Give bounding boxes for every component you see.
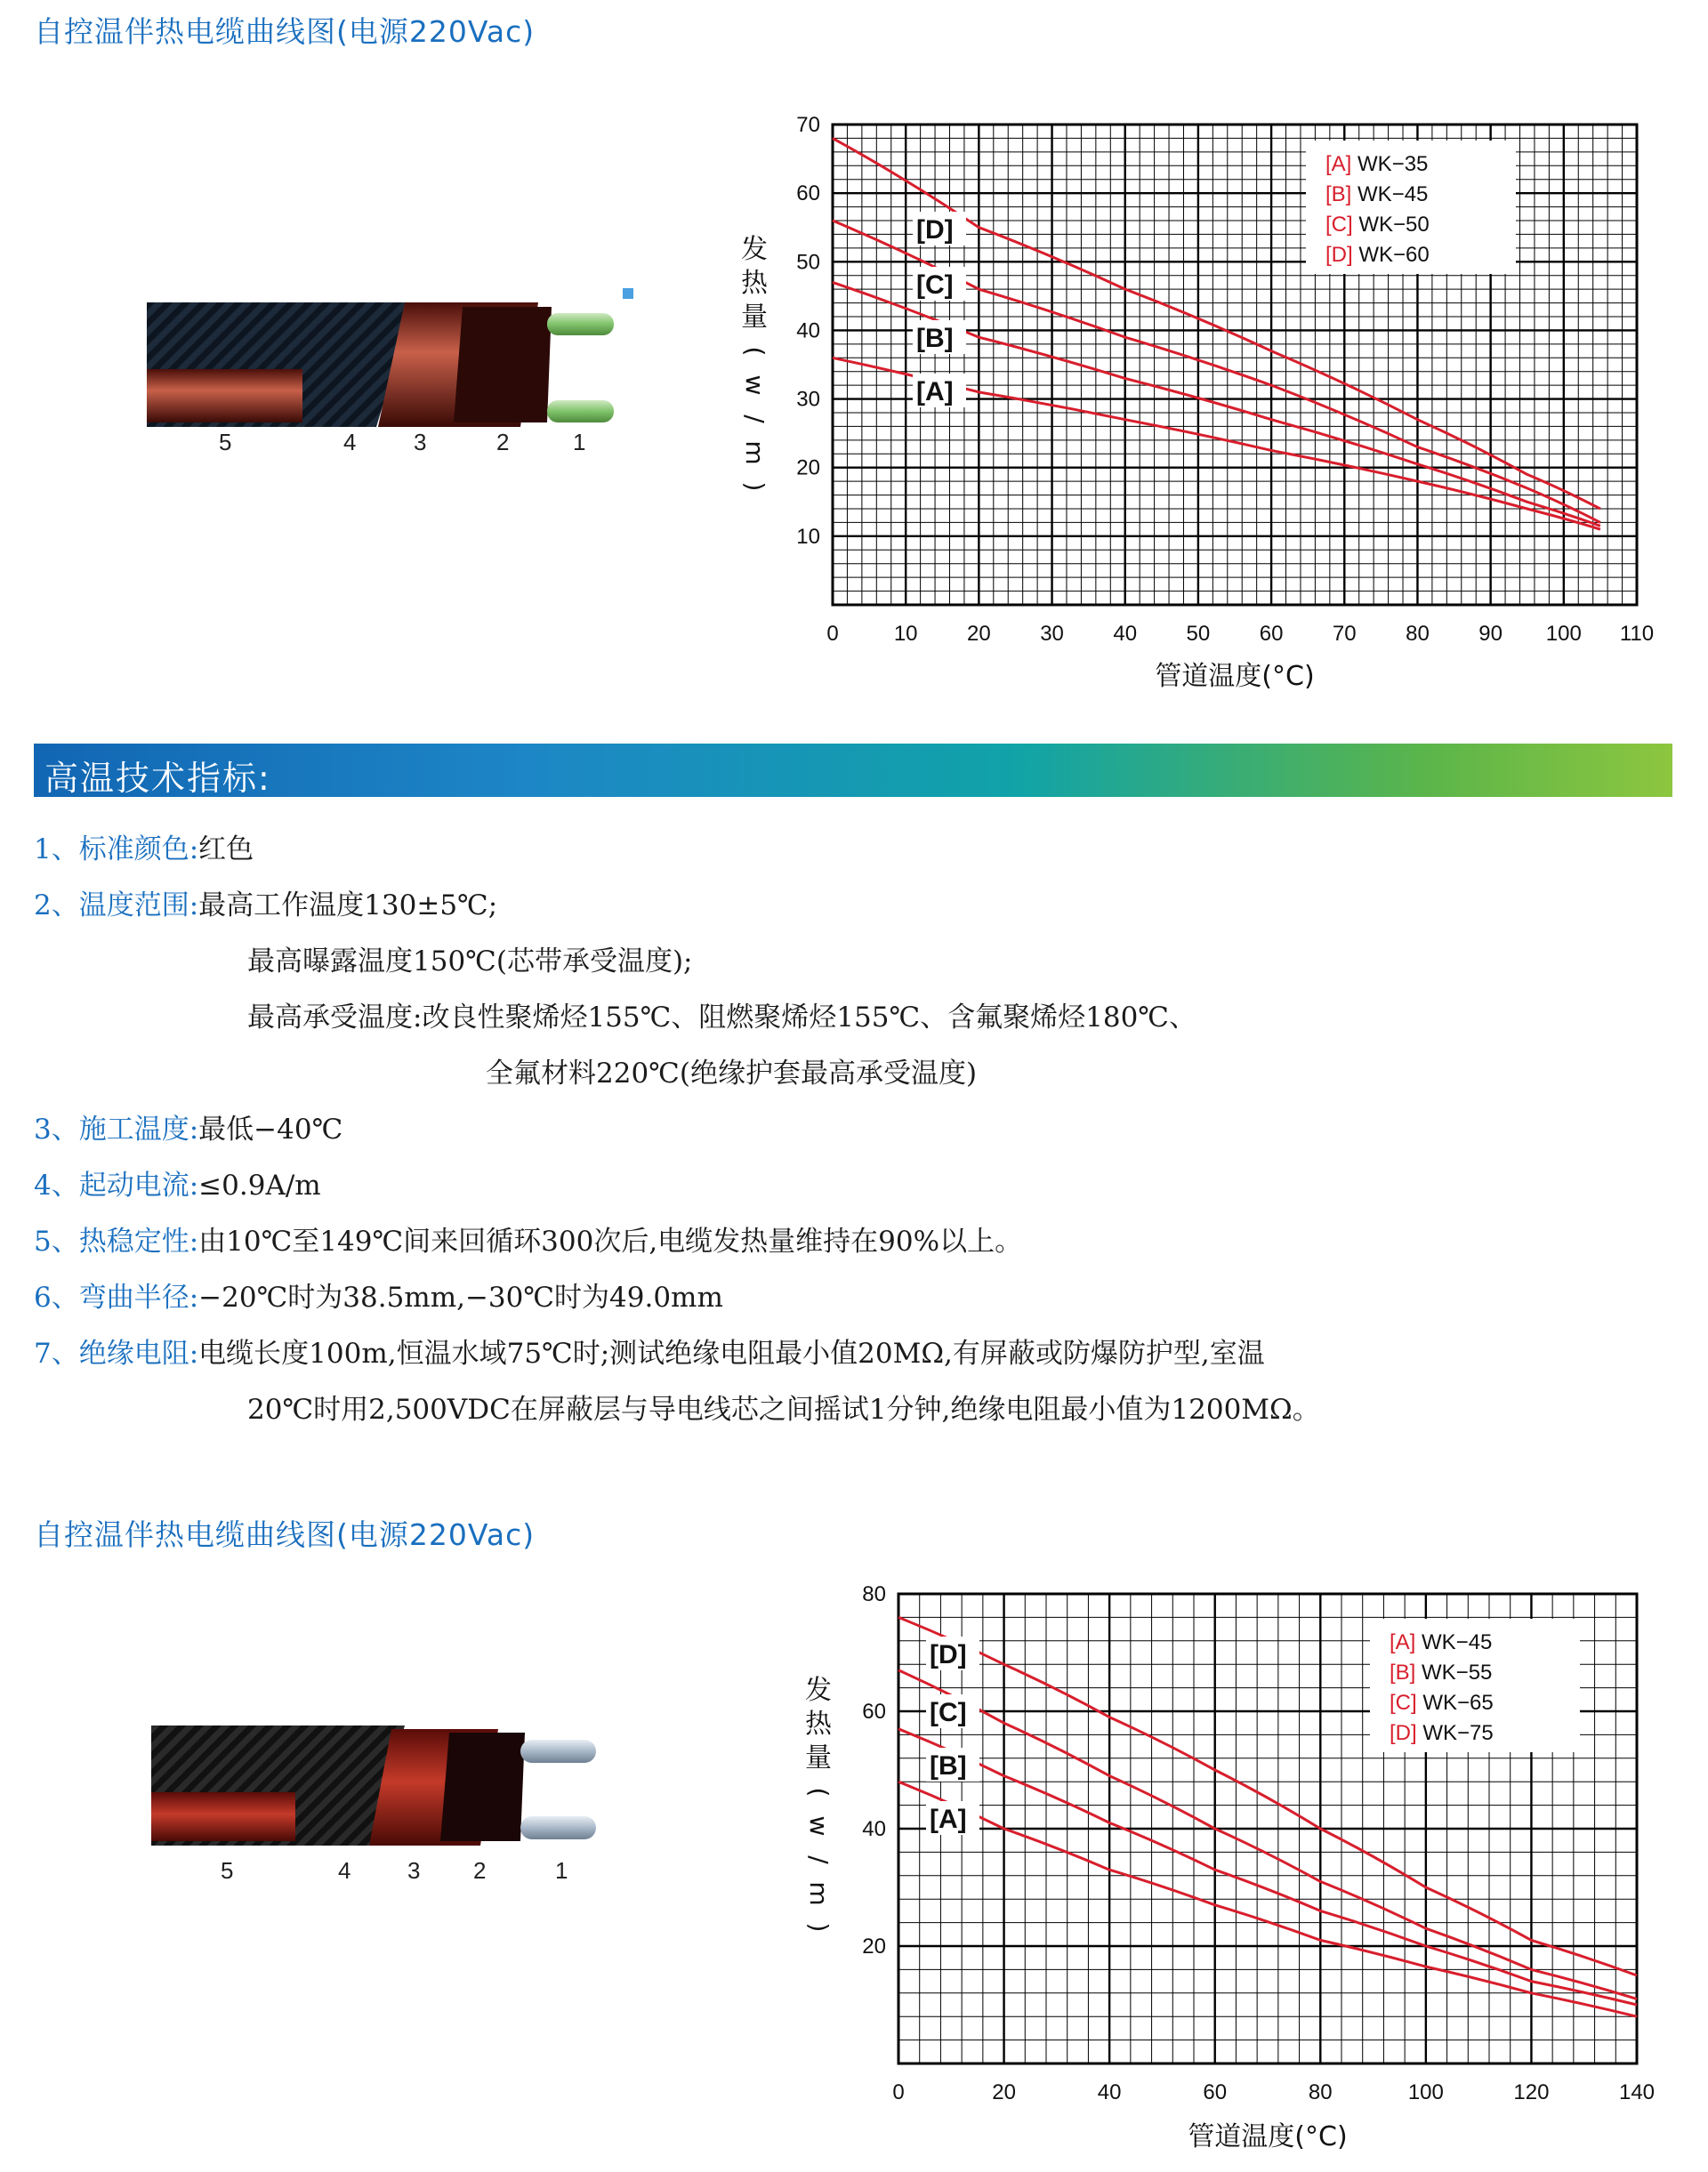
y-axis-label-char: 热 (805, 1709, 832, 1740)
legend-entry: [A] WK−35 (1325, 152, 1429, 176)
x-tick-label: 0 (892, 2080, 905, 2104)
legend-entry: [C] WK−50 (1325, 213, 1430, 237)
series-tag-label: [C] (930, 1698, 967, 1727)
section-title-2: 自控温伴热电缆曲线图(电源220Vac) (34, 1517, 536, 1552)
spec-text: 红色 (198, 833, 254, 865)
y-axis-label-char: ) (740, 481, 769, 492)
y-tick-label: 20 (862, 1935, 886, 1959)
spec-text: −20℃时为38.5mm,−30℃时为49.0mm (198, 1282, 723, 1314)
series-tag-label: [B] (916, 324, 954, 353)
series-tag-label: [D] (916, 215, 954, 245)
cable-label-4: 4 (343, 429, 357, 455)
spec-text: 由10℃至149℃间来回循环300次后,电缆发热量维持在90%以上。 (198, 1226, 1023, 1258)
x-tick-label: 110 (1619, 622, 1655, 646)
spec-label: 7、绝缘电阻: (34, 1338, 199, 1370)
spec-label: 1、标准颜色: (34, 833, 199, 865)
y-tick-label: 40 (862, 1817, 886, 1841)
legend-entry: [D] WK−75 (1390, 1721, 1494, 1745)
x-tick-label: 100 (1407, 2080, 1444, 2104)
y-axis-label-char: 发 (805, 1675, 832, 1706)
x-tick-label: 20 (967, 622, 991, 646)
spec-item-2-cont-2: 最高承受温度:改良性聚烯烃155℃、阻燃聚烯烃155℃、含氟聚烯烃180℃、 (247, 1002, 1196, 1034)
x-tick-label: 10 (893, 622, 918, 646)
section-title-1: 自控温伴热电缆曲线图(电源220Vac) (34, 14, 536, 49)
spec-text: 电缆长度100m,恒温水域75℃时;测试绝缘电阻最小值20MΩ,有屏蔽或防爆防护型,室温 (198, 1338, 1265, 1370)
y-axis-label-char: ( (740, 346, 769, 357)
x-tick-label: 40 (1097, 2080, 1122, 2104)
x-axis-label: 管道温度(°C) (1188, 2121, 1348, 2152)
legend-entry: [C] WK−65 (1390, 1691, 1494, 1715)
x-tick-label: 80 (1308, 2080, 1333, 2104)
series-tag-label: [B] (930, 1751, 967, 1781)
y-tick-label: 20 (796, 455, 820, 480)
spec-text: ≤0.9A/m (198, 1170, 321, 1202)
x-tick-label: 20 (992, 2080, 1016, 2104)
legend-entry: [D] WK−60 (1325, 243, 1430, 267)
series-tag-label: [C] (916, 270, 954, 300)
cable-label-5: 5 (219, 429, 232, 455)
cable-label-4: 4 (338, 1857, 351, 1884)
x-tick-label: 100 (1545, 622, 1582, 646)
y-axis-label-char: 量 (741, 302, 768, 333)
y-axis-label-char: ) (804, 1922, 834, 1933)
cable-label-2: 2 (473, 1857, 487, 1884)
x-tick-label: 80 (1406, 622, 1430, 646)
spec-header-title: 高温技术指标: (44, 759, 271, 798)
spec-label: 3、施工温度: (34, 1114, 199, 1146)
x-tick-label: 40 (1113, 622, 1138, 646)
y-tick-label: 80 (862, 1582, 886, 1606)
y-axis-label-char: m (804, 1881, 834, 1906)
y-tick-label: 60 (862, 1700, 886, 1724)
spec-label: 5、热稳定性: (34, 1226, 199, 1258)
y-axis-label-char: / (740, 414, 769, 423)
y-tick-label: 70 (796, 113, 820, 137)
y-axis-label-char: w (804, 1815, 834, 1837)
x-tick-label: 0 (826, 622, 839, 646)
spec-label: 4、起动电流: (34, 1170, 199, 1202)
x-tick-label: 30 (1040, 622, 1064, 646)
x-tick-label: 70 (1332, 622, 1357, 646)
series-tag-label: [D] (930, 1640, 967, 1669)
y-tick-label: 50 (796, 250, 820, 275)
plot-area (833, 125, 1637, 605)
x-tick-label: 60 (1259, 622, 1284, 646)
x-axis-label: 管道温度(°C) (1155, 661, 1315, 692)
y-axis-label-char: w (740, 374, 769, 396)
series-tag-label: [A] (930, 1805, 967, 1834)
legend-entry: [B] WK−45 (1325, 182, 1429, 206)
y-axis-label-char: / (804, 1855, 834, 1864)
x-tick-label: 120 (1513, 2080, 1550, 2104)
y-axis-label-char: m (740, 440, 769, 465)
spec-item-7-cont: 20℃时用2,500VDC在屏蔽层与导电线芯之间摇试1分钟,绝缘电阻最小值为1200MΩ。 (247, 1394, 1320, 1426)
cable-label-2: 2 (496, 429, 510, 455)
y-tick-label: 40 (796, 318, 820, 343)
y-tick-label: 10 (796, 524, 820, 549)
cable-label-3: 3 (414, 429, 427, 455)
x-tick-label: 90 (1478, 622, 1503, 646)
y-tick-label: 30 (796, 387, 820, 412)
legend-entry: [A] WK−45 (1390, 1630, 1493, 1654)
x-tick-label: 60 (1203, 2080, 1228, 2104)
cable-label-5: 5 (221, 1857, 234, 1884)
spec-text: 最高工作温度130±5℃; (198, 889, 498, 921)
y-axis-label-char: 发 (741, 234, 768, 265)
spec-item-2-cont-3: 全氟材料220℃(绝缘护套最高承受温度) (486, 1058, 978, 1090)
y-tick-label: 60 (796, 181, 820, 206)
legend-entry: [B] WK−55 (1390, 1661, 1493, 1685)
cable-label-1: 1 (573, 429, 586, 455)
cable-label-1: 1 (555, 1857, 568, 1884)
x-tick-label: 50 (1186, 622, 1211, 646)
y-axis-label-char: ( (804, 1787, 834, 1798)
spec-item-2-cont-1: 最高曝露温度150℃(芯带承受温度); (247, 945, 693, 977)
x-tick-label: 140 (1618, 2080, 1656, 2104)
y-axis-label-char: 热 (741, 268, 768, 299)
cable-label-3: 3 (407, 1857, 421, 1884)
y-axis-label-char: 量 (805, 1742, 832, 1774)
series-tag-label: [A] (916, 377, 954, 406)
spec-label: 2、温度范围: (34, 889, 199, 921)
spec-text: 最低−40℃ (198, 1114, 343, 1146)
spec-label: 6、弯曲半径: (34, 1282, 199, 1314)
